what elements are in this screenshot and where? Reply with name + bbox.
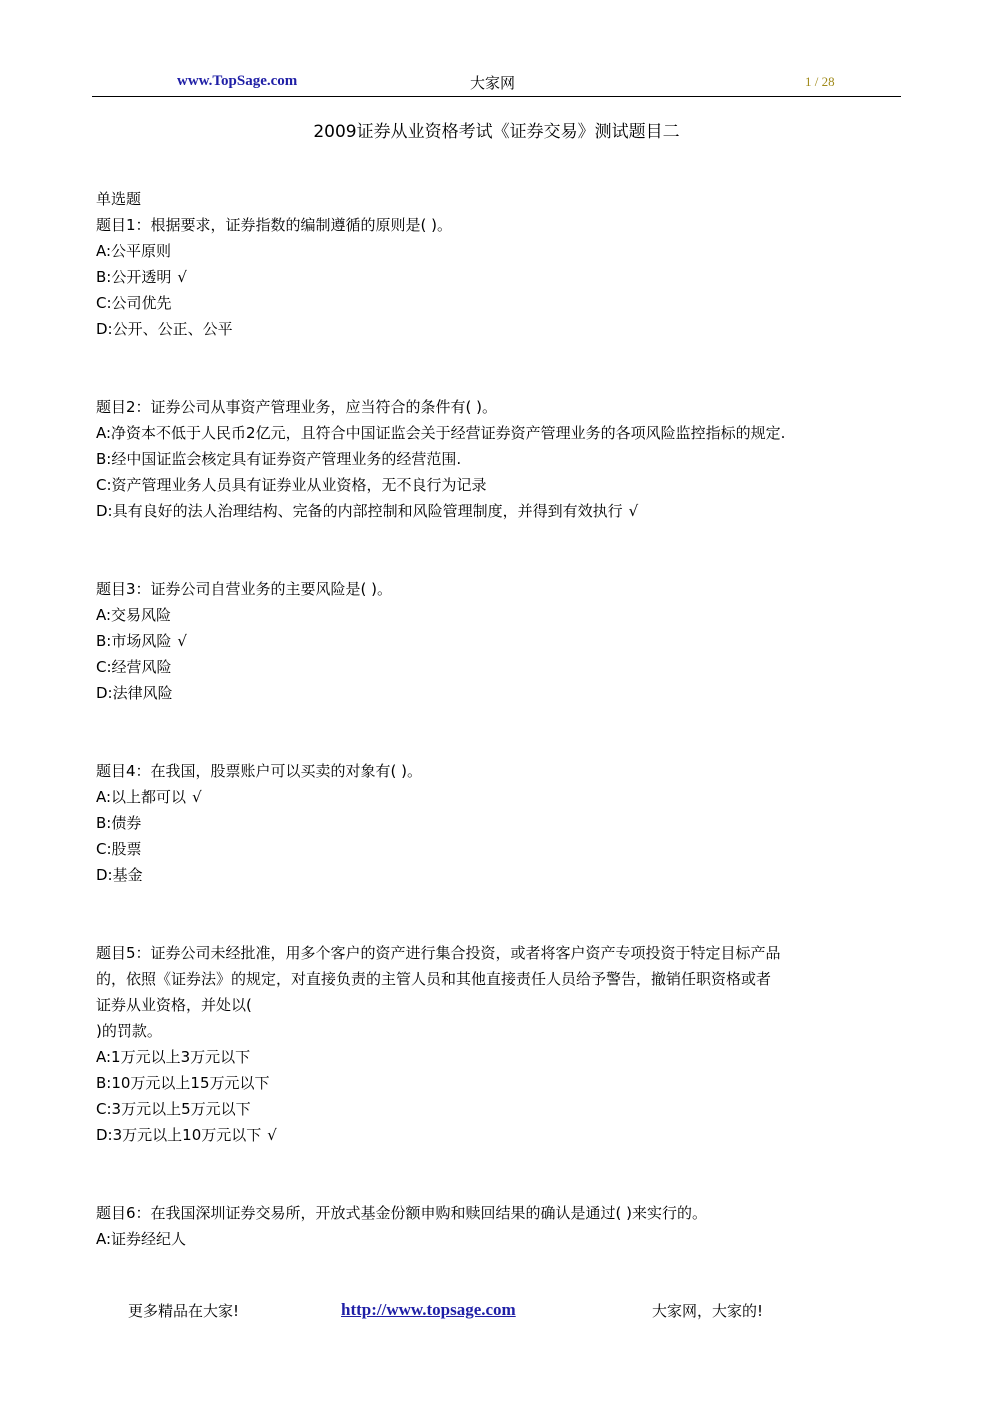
section-label: 单选题 xyxy=(96,190,142,208)
question-stem: 的，依照《证券法》的规定，对直接负责的主管人员和其他直接责任人员给予警告，撤销任职资格或者 xyxy=(96,970,772,988)
option-text: C:3万元以上5万元以下 xyxy=(96,1100,251,1118)
answer-option xyxy=(96,628,896,654)
footer-url-link[interactable]: http://www.topsage.com xyxy=(341,1300,516,1319)
question-block xyxy=(96,758,896,888)
answer-option xyxy=(96,290,896,316)
option-text: A:交易风险 xyxy=(96,606,172,624)
option-text: C:股票 xyxy=(96,840,142,858)
page-number: 1 / 28 xyxy=(805,74,835,89)
answer-option xyxy=(96,1122,896,1148)
question-block xyxy=(96,1200,896,1252)
answer-option xyxy=(96,784,896,810)
answer-option xyxy=(96,836,896,862)
footer-left-text: 更多精品在大家! xyxy=(128,1302,240,1320)
answer-option xyxy=(96,654,896,680)
option-text: B:市场风险 xyxy=(96,632,172,650)
answer-option xyxy=(96,264,896,290)
option-text: C:经营风险 xyxy=(96,658,172,676)
answer-option xyxy=(96,238,896,264)
answer-option xyxy=(96,316,896,342)
question-stem: 题目5：证券公司未经批准，用多个客户的资产进行集合投资，或者将客户资产专项投资于特定目标产品 xyxy=(96,944,781,962)
option-text: C:公司优先 xyxy=(96,294,172,312)
question-stem: 题目3：证券公司自营业务的主要风险是( )。 xyxy=(96,580,393,598)
header-divider xyxy=(92,96,901,97)
question-stem: 题目1：根据要求，证券指数的编制遵循的原则是( )。 xyxy=(96,216,453,234)
option-text: D:公开、公正、公平 xyxy=(96,320,233,338)
option-text: B:公开透明 xyxy=(96,268,172,286)
question-list xyxy=(96,186,896,1252)
option-text: B:债券 xyxy=(96,814,142,832)
answer-option xyxy=(96,472,896,498)
correct-check-icon: √ xyxy=(177,268,187,286)
option-text: A:以上都可以 xyxy=(96,788,187,806)
question-block xyxy=(96,394,896,524)
answer-option xyxy=(96,446,896,472)
answer-option xyxy=(96,1044,896,1070)
correct-check-icon: √ xyxy=(628,502,639,520)
answer-option xyxy=(96,602,896,628)
option-text: D:基金 xyxy=(96,866,143,884)
answer-option xyxy=(96,1070,896,1096)
brand-name: 大家网 xyxy=(470,74,516,92)
answer-option xyxy=(96,862,896,888)
option-text: B:经中国证监会核定具有证券资产管理业务的经营范围. xyxy=(96,450,462,468)
option-text: D:法律风险 xyxy=(96,684,173,702)
document-title: 2009证券从业资格考试《证券交易》测试题目二 xyxy=(313,122,680,142)
answer-option xyxy=(96,680,896,706)
option-text: A:证券经纪人 xyxy=(96,1230,187,1248)
page-header xyxy=(92,70,901,96)
option-text: A:公平原则 xyxy=(96,242,172,260)
questions-container xyxy=(96,212,896,1252)
question-stem: 证券从业资格，并处以( xyxy=(96,996,252,1014)
question-stem: 题目4：在我国，股票账户可以买卖的对象有( )。 xyxy=(96,762,423,780)
question-block xyxy=(96,576,896,706)
question-block xyxy=(96,940,896,1148)
correct-check-icon: √ xyxy=(192,788,202,806)
option-text: D:3万元以上10万元以下 xyxy=(96,1126,262,1144)
answer-option xyxy=(96,1096,896,1122)
question-block xyxy=(96,212,896,342)
option-text: D:具有良好的法人治理结构、完备的内部控制和风险管理制度，并得到有效执行 xyxy=(96,502,623,520)
option-text: B:10万元以上15万元以下 xyxy=(96,1074,270,1092)
correct-check-icon: √ xyxy=(177,632,187,650)
site-link[interactable]: www.TopSage.com xyxy=(177,73,298,89)
question-stem: 题目2：证券公司从事资产管理业务，应当符合的条件有( )。 xyxy=(96,398,498,416)
answer-option xyxy=(96,420,896,446)
option-text: C:资产管理业务人员具有证券业从业资格，无不良行为记录 xyxy=(96,476,487,494)
question-stem: 题目6：在我国深圳证券交易所，开放式基金份额申购和赎回结果的确认是通过( )来实行的。 xyxy=(96,1204,708,1222)
answer-option xyxy=(96,810,896,836)
option-text: A:净资本不低于人民币2亿元，且符合中国证监会关于经营证券资产管理业务的各项风险监控指标的规定. xyxy=(96,424,786,442)
page-footer xyxy=(0,1296,993,1326)
option-text: A:1万元以上3万元以下 xyxy=(96,1048,251,1066)
correct-check-icon: √ xyxy=(267,1126,277,1144)
answer-option xyxy=(96,498,896,524)
answer-option xyxy=(96,1226,896,1252)
question-stem: )的罚款。 xyxy=(96,1022,162,1040)
footer-right-text: 大家网，大家的! xyxy=(652,1302,764,1320)
